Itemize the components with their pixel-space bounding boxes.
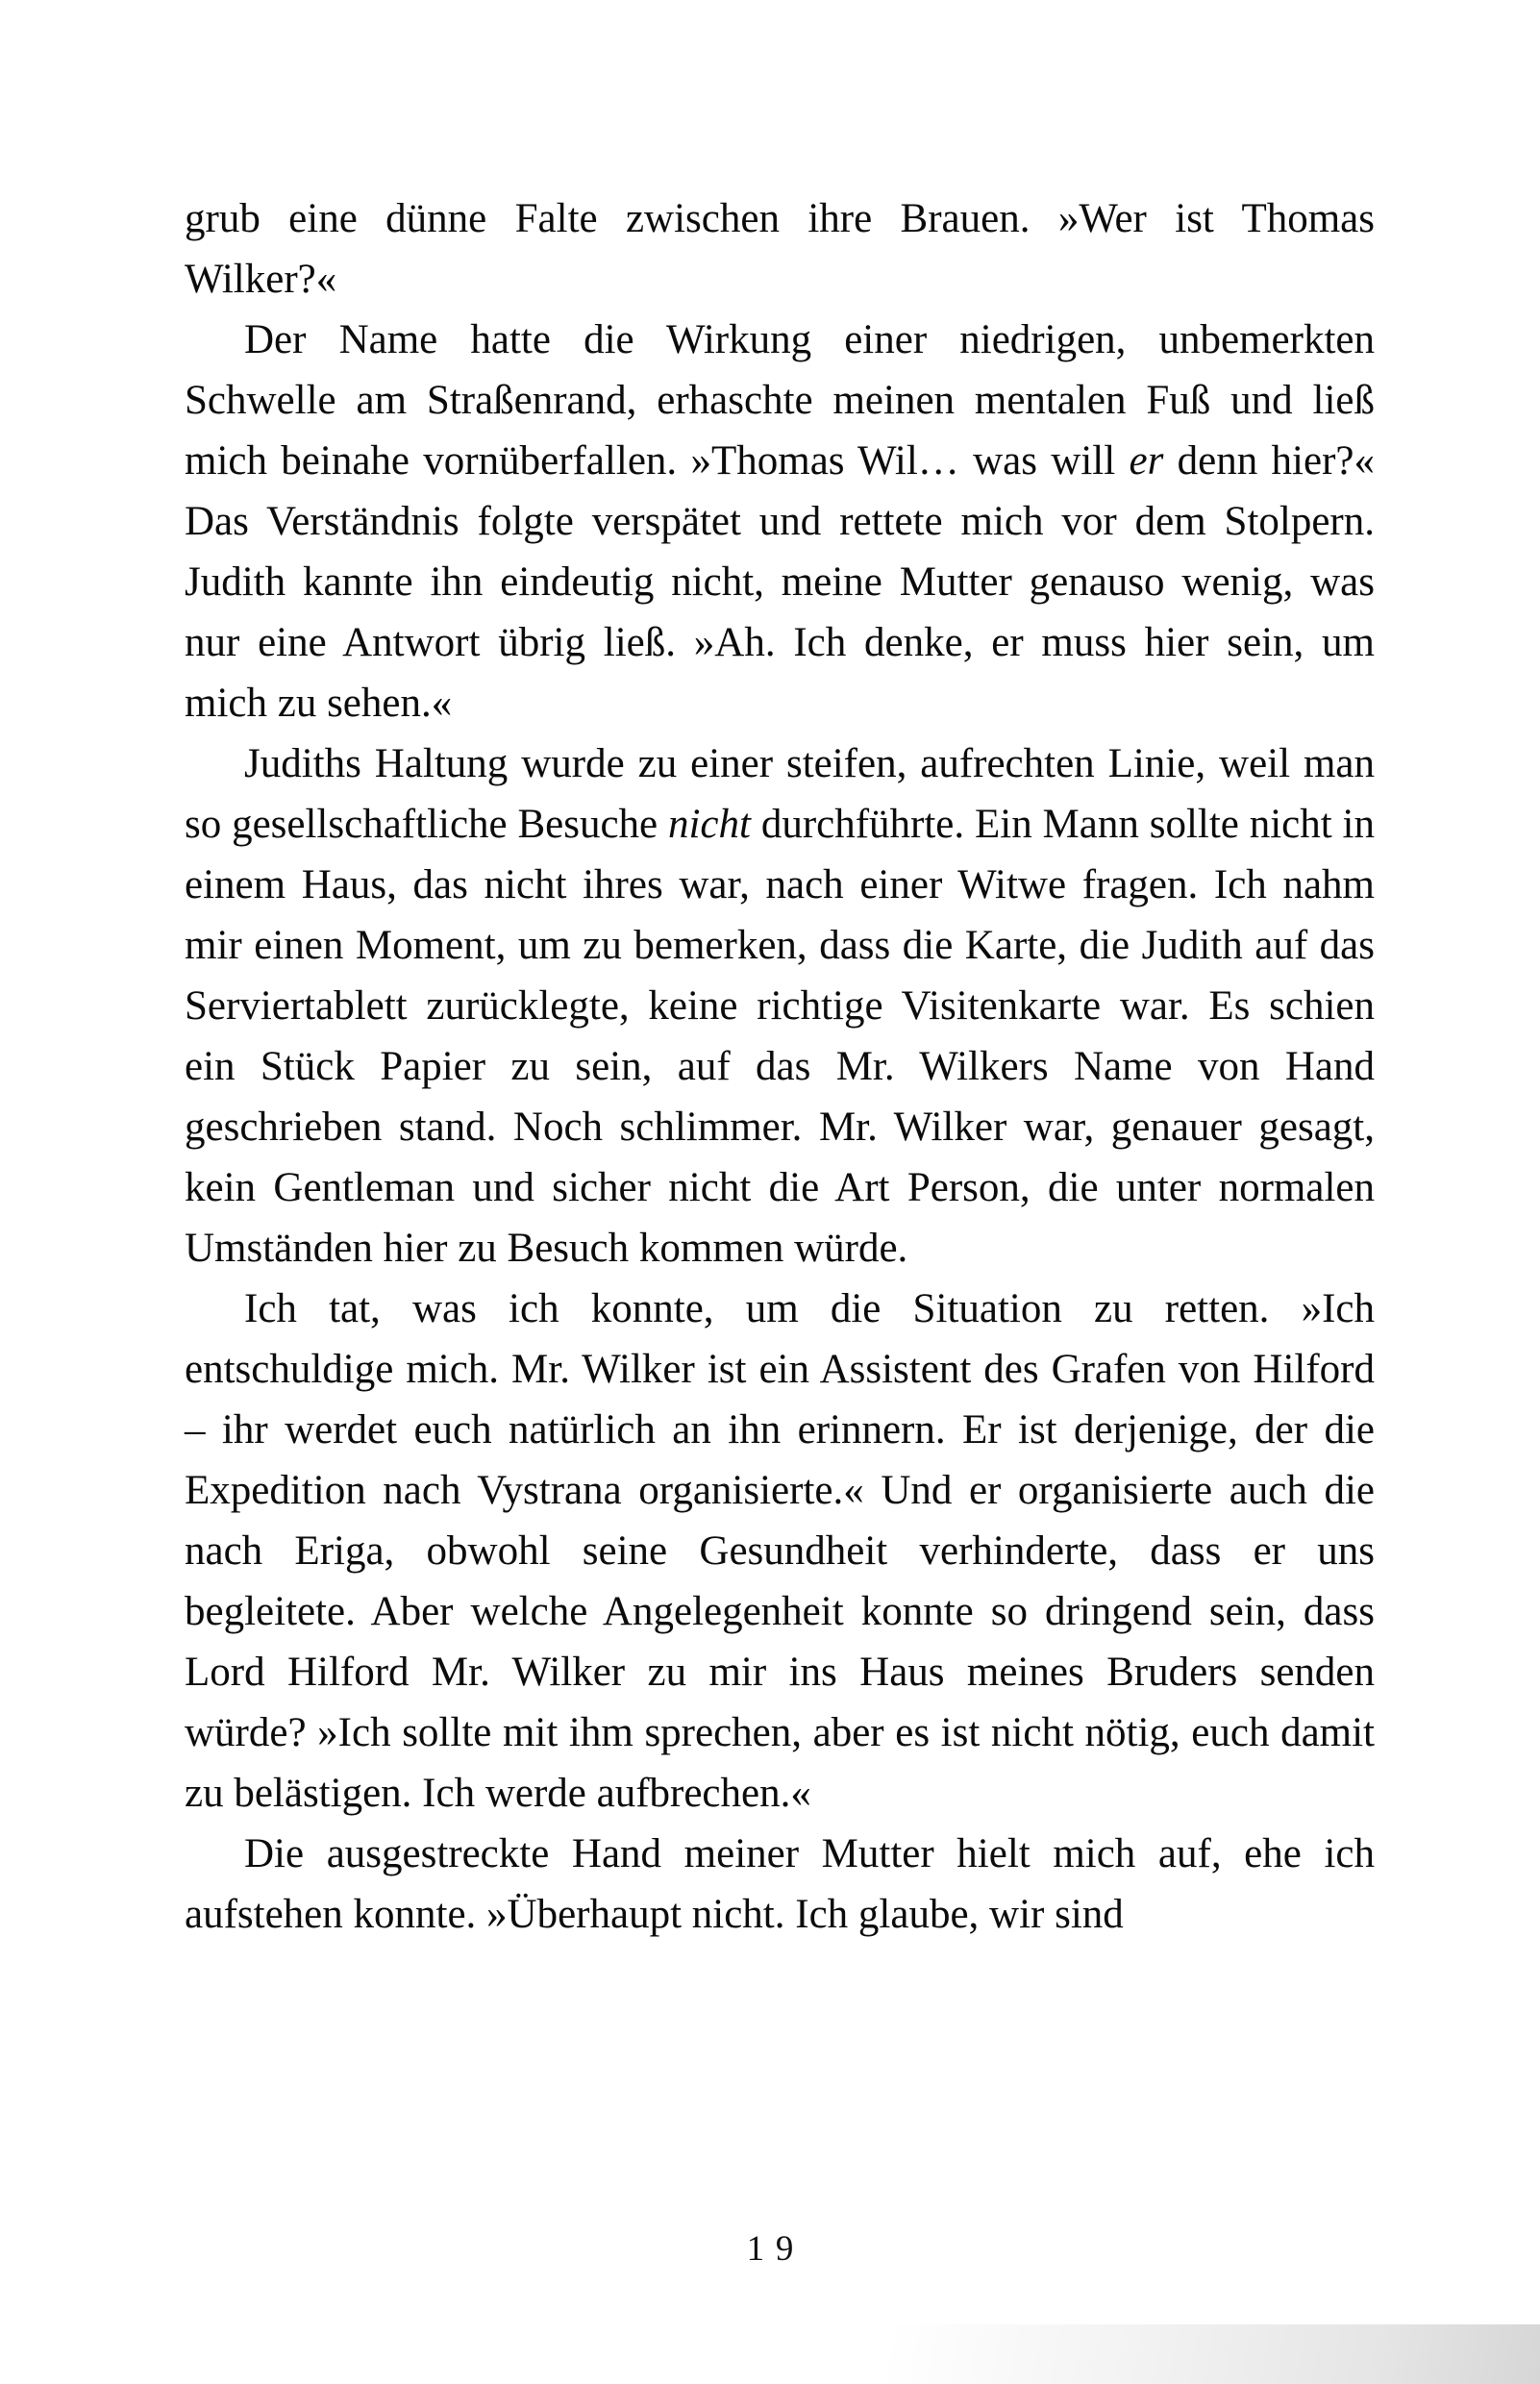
paragraph [185,188,1375,310]
paragraph [185,1279,1375,1824]
page-number: 19 [746,2229,806,2269]
page-corner-shadow [886,2324,1540,2384]
text-run: durchführte. Ein Mann sollte nicht in einem Haus, das nicht ihres war, nach einer Witwe fragen. Ich nahm mir einen Moment, um zu bemerken, dass die Karte, die Judith auf das Serviertablett zurücklegte, keine richtige Visitenkarte war. Es schien ein Stück Papier zu sein, auf das Mr. Wilkers Name von Hand geschrieben stand. Noch schlimmer. Mr. Wilker war, genauer gesagt, kein Gentleman und sicher nicht die Art Person, die unter normalen Umständen hier zu Besuch kommen würde. [185,802,1375,1271]
paragraph [185,310,1375,733]
text-run: Die ausgestreckte Hand meiner Mutter hielt mich auf, ehe ich aufstehen konnte. »Überhaupt nicht. Ich glaube, wir sind [185,1831,1375,1937]
paragraph [185,1824,1375,1945]
italic-text-run: er [1129,438,1164,484]
italic-text-run: nicht [667,802,751,847]
body-text [185,188,1375,1945]
text-run: Judiths Haltung wurde zu einer steifen, aufrechten Linie, weil man so gesellschaftliche Besuche [185,741,1375,847]
text-run: Der Name hatte die Wirkung einer niedrigen, unbemerkten Schwelle am Straßenrand, erhaschte meinen mentalen Fuß und ließ mich beinahe vornüberfallen. »Thomas Wil… was will [185,317,1375,484]
text-run: grub eine dünne Falte zwischen ihre Brauen. »Wer ist Thomas Wilker?« [185,196,1375,302]
text-run: Ich tat, was ich konnte, um die Situation zu retten. »Ich entschuldige mich. Mr. Wilker ist ein Assistent des Grafen von Hilford – ihr werdet euch natürlich an ihn erinnern. Er ist derjenige, der die Expedition nach Vystrana organisierte.« Und er organisierte auch die nach Eriga, obwohl seine Gesundheit verhinderte, dass er uns begleitete. Aber welche Angelegenheit konnte so dringend sein, dass Lord Hilford Mr. Wilker zu mir ins Haus meines Bruders senden würde? »Ich sollte mit ihm sprechen, aber es ist nicht nötig, euch damit zu belästigen. Ich werde aufbrechen.« [185,1286,1375,1816]
paragraph [185,733,1375,1279]
text-run: denn hier?« Das Verständnis folgte verspätet und rettete mich vor dem Stolpern. Judith kannte ihn eindeutig nicht, meine Mutter genauso wenig, was nur eine Antwort übrig ließ. »Ah. Ich denke, er muss hier sein, um mich zu sehen.« [185,438,1375,726]
